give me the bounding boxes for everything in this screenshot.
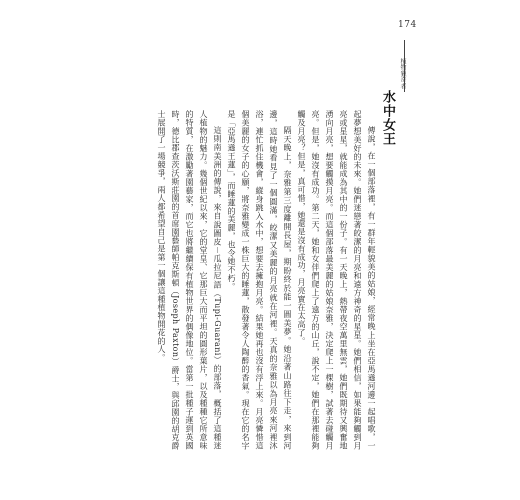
paragraph-2: 隔天晚上，奈雅第三度離開長屋，期盼終於能一圓美夢。她沿著山路往下走，來到河邊，這時她看見了一個圓滿，皎潔又美麗的月亮就在河裡。天真的奈雅以為月亮來河裡沐浴，連忙抓住機會，縱身跳入水中，想要去擁抱月亮。結果她再也沒有浮上來。月亮憐惜這個美麗的女子的心願，將奈雅變成一株巨大的睡蓮，散發著令人陶醉的香氣。現在它的名字是「亞馬遜王蓮」，而睡蓮的美麗，也令她不朽。 (227, 110, 292, 450)
paragraph-3: 這則南美洲的傳說，來自說圖皮－瓜拉尼語（Tupi-Guarani）的部落，概括了這種迷人植物的魅力。幾個世紀以來，它的堂皇、它那巨大而平坦的圓形葉片，以及種種它所意味的特質，在激勵著園藝家，而它也將繼續保有植物世界的偶像地位。當第一批種子運到英國時，德比郡查茨沃斯莊園的首席園藝師帕克斯頓（Joseph Paxton）爵士，與邱園的胡克爵士展開了一場競爭，兩人都希望自己是第一個讓這種植物開花的人。 (157, 110, 222, 450)
paragraph-1: 傳說，在一個部落裡，有一群年輕貌美的姑娘，經常晚上坐在亞馬遜河邊一起唱歌，一起夢想美好的未來。她們迷戀著皎潔的月亮和遠方神奇的星星。她們相信，如果能夠觸到月亮或星星，就能成為其中的一份子。有一天晚上，熱帶夜空萬里無雲，她們既期待又興奮地湧向月亮，想要觸摸月亮。而這個部落最美麗的姑娘奈雅，決定爬上一棵樹，試著去碰觸月亮。但是，她沒有成功。第二天，她和女伴們爬上了遠方的山丘，說不定，她們在那裡能夠觸及月亮？但是，真可惜，她還是沒有成功，月亮實在太高了。 (297, 110, 376, 450)
chapter-title: 水中女王 (380, 90, 395, 146)
running-title: 植物獵奇者 (399, 58, 406, 90)
body-text (154, 110, 378, 450)
page-number: 174 (398, 20, 417, 30)
